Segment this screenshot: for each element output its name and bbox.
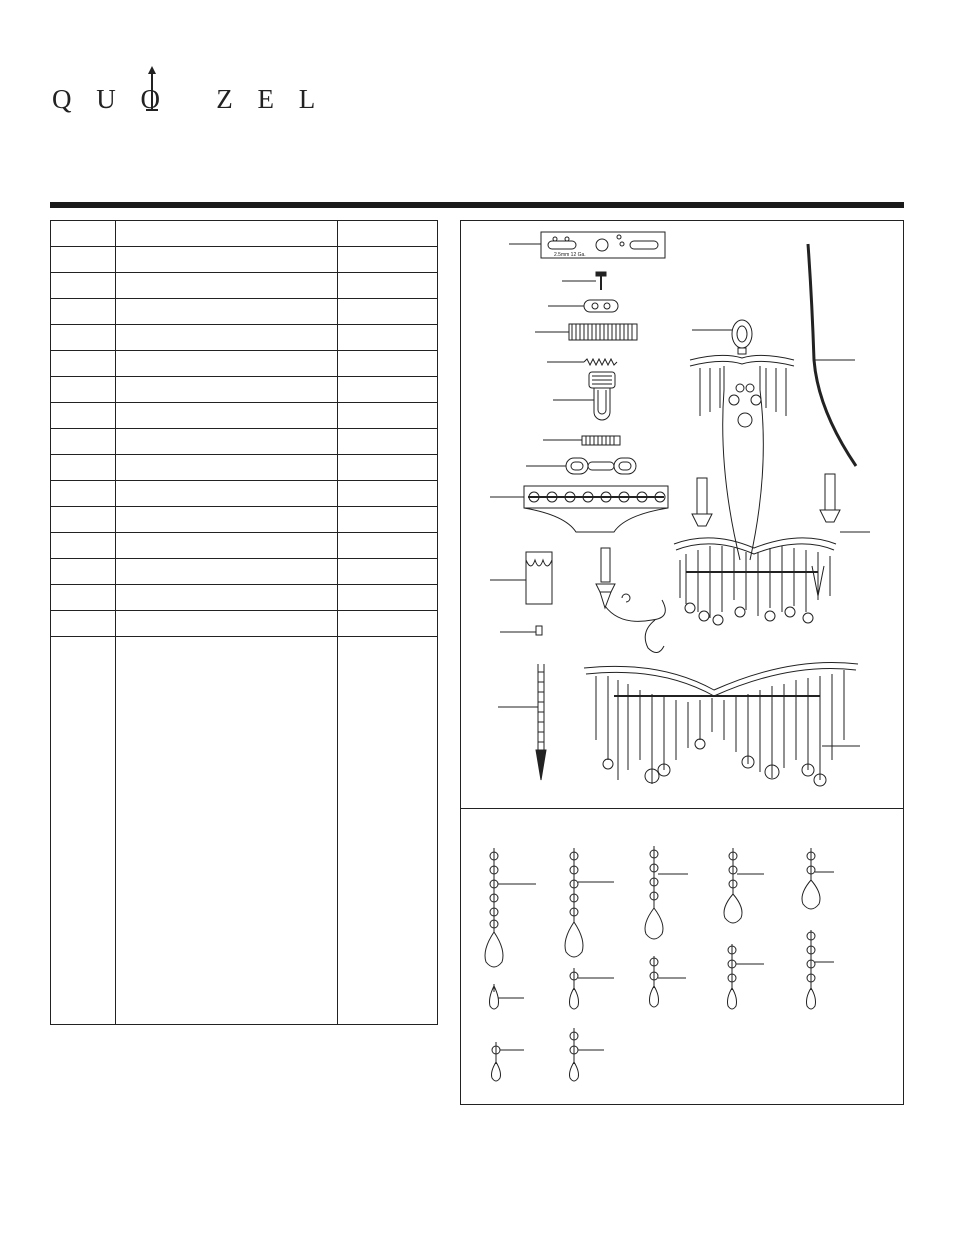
socket-screw-icon [500,626,542,635]
strand-c [645,846,688,939]
screw-icon [562,272,606,290]
frame-stem [750,390,763,560]
coupling-icon [548,300,618,312]
strand-d [724,848,764,923]
candle-icon [692,474,870,532]
plate-label: 2.5mm 12 Ga. [554,252,586,258]
strand-b [565,848,614,957]
brand-wordmark: Q U O Z E L [52,84,325,114]
crystal-strands [485,846,834,1081]
arm-icon [596,548,665,653]
crown-icon [690,355,794,427]
threaded-rod-icon [547,359,617,365]
wire-icon [808,244,856,466]
drop-f [492,1042,525,1081]
loop-hook-icon [553,372,615,420]
middle-tier-icon [674,538,836,625]
crossbar-plate [509,232,665,258]
bottom-tier-icon [584,662,860,786]
canopy-icon [490,486,668,532]
drop-c [650,956,687,1007]
candle-sleeve-icon [490,552,552,604]
chain-icon [526,458,636,474]
drop-g [570,1028,605,1081]
prism-pendant-icon [498,664,546,780]
strand-e [802,848,834,909]
drop-b [570,968,615,1009]
frame-stem [723,390,740,560]
threaded-nipple-icon [535,324,637,340]
drop-d [728,944,765,1009]
strand-a [485,848,536,967]
drop-a [490,984,525,1009]
drop-e [807,930,835,1009]
short-nipple-icon [543,436,620,445]
frame-loop-icon [692,320,752,354]
